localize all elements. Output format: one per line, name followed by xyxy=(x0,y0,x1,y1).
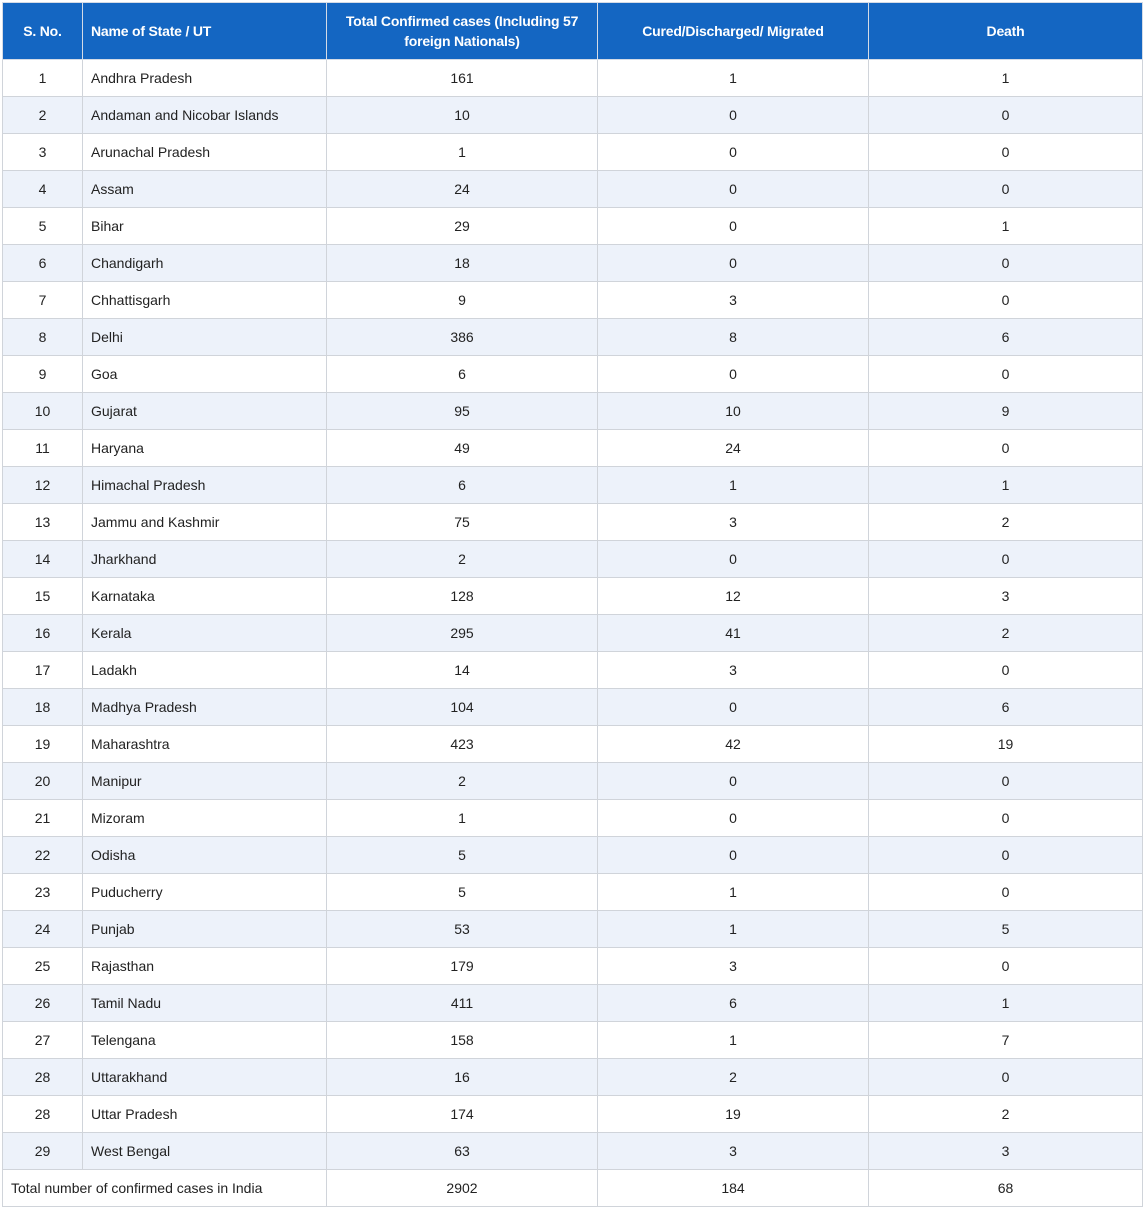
table-row xyxy=(3,504,1143,541)
table-row xyxy=(3,1133,1143,1170)
cell-cured: 2 xyxy=(598,1059,869,1096)
cell-state-name: Bihar xyxy=(83,208,327,245)
cell-cured: 19 xyxy=(598,1096,869,1133)
cell-total-confirmed: 2 xyxy=(327,763,598,800)
covid-state-table xyxy=(2,2,1143,1207)
table-row xyxy=(3,430,1143,467)
cell-death: 0 xyxy=(869,282,1143,319)
cell-total-confirmed: 14 xyxy=(327,652,598,689)
cell-death: 7 xyxy=(869,1022,1143,1059)
cell-cured: 3 xyxy=(598,282,869,319)
cell-death: 0 xyxy=(869,171,1143,208)
cell-cured: 0 xyxy=(598,356,869,393)
cell-death: 1 xyxy=(869,60,1143,97)
header-row xyxy=(3,3,1143,60)
cell-cured: 1 xyxy=(598,1022,869,1059)
cell-sno: 26 xyxy=(3,985,83,1022)
total-cured-value: 184 xyxy=(598,1170,869,1207)
cell-state-name: Odisha xyxy=(83,837,327,874)
cell-cured: 3 xyxy=(598,948,869,985)
table-row xyxy=(3,467,1143,504)
cell-sno: 10 xyxy=(3,393,83,430)
cell-sno: 8 xyxy=(3,319,83,356)
cell-cured: 10 xyxy=(598,393,869,430)
cell-total-confirmed: 386 xyxy=(327,319,598,356)
cell-total-confirmed: 1 xyxy=(327,800,598,837)
cell-state-name: Chhattisgarh xyxy=(83,282,327,319)
cell-total-confirmed: 16 xyxy=(327,1059,598,1096)
cell-state-name: Haryana xyxy=(83,430,327,467)
table-row xyxy=(3,689,1143,726)
cell-state-name: Uttar Pradesh xyxy=(83,1096,327,1133)
cell-sno: 27 xyxy=(3,1022,83,1059)
cell-cured: 8 xyxy=(598,319,869,356)
cell-death: 0 xyxy=(869,837,1143,874)
cell-death: 0 xyxy=(869,652,1143,689)
cell-state-name: Arunachal Pradesh xyxy=(83,134,327,171)
cell-total-confirmed: 29 xyxy=(327,208,598,245)
cell-death: 0 xyxy=(869,134,1143,171)
cell-cured: 3 xyxy=(598,504,869,541)
cell-death: 0 xyxy=(869,800,1143,837)
cell-cured: 0 xyxy=(598,800,869,837)
cell-death: 1 xyxy=(869,208,1143,245)
table-header xyxy=(3,3,1143,60)
header-sno: S. No. xyxy=(3,3,83,60)
cell-death: 0 xyxy=(869,541,1143,578)
cell-cured: 0 xyxy=(598,171,869,208)
table-row xyxy=(3,245,1143,282)
cell-state-name: Telengana xyxy=(83,1022,327,1059)
cell-sno: 3 xyxy=(3,134,83,171)
cell-total-confirmed: 411 xyxy=(327,985,598,1022)
cell-sno: 25 xyxy=(3,948,83,985)
cell-total-confirmed: 5 xyxy=(327,837,598,874)
cell-sno: 9 xyxy=(3,356,83,393)
cell-state-name: Manipur xyxy=(83,763,327,800)
cell-cured: 1 xyxy=(598,467,869,504)
cell-total-confirmed: 104 xyxy=(327,689,598,726)
cell-sno: 1 xyxy=(3,60,83,97)
cell-death: 0 xyxy=(869,97,1143,134)
cell-cured: 0 xyxy=(598,245,869,282)
cell-total-confirmed: 53 xyxy=(327,911,598,948)
cell-sno: 21 xyxy=(3,800,83,837)
cell-death: 0 xyxy=(869,430,1143,467)
cell-total-confirmed: 6 xyxy=(327,356,598,393)
cell-cured: 1 xyxy=(598,874,869,911)
cell-death: 19 xyxy=(869,726,1143,763)
table-row xyxy=(3,319,1143,356)
cell-total-confirmed: 18 xyxy=(327,245,598,282)
cell-state-name: Gujarat xyxy=(83,393,327,430)
table-row xyxy=(3,171,1143,208)
cell-death: 2 xyxy=(869,615,1143,652)
table-row xyxy=(3,97,1143,134)
cell-total-confirmed: 1 xyxy=(327,134,598,171)
table-row xyxy=(3,837,1143,874)
cell-total-confirmed: 295 xyxy=(327,615,598,652)
cell-cured: 6 xyxy=(598,985,869,1022)
total-label: Total number of confirmed cases in India xyxy=(3,1170,327,1207)
cell-total-confirmed: 174 xyxy=(327,1096,598,1133)
cell-cured: 0 xyxy=(598,763,869,800)
cell-death: 1 xyxy=(869,985,1143,1022)
cell-state-name: Himachal Pradesh xyxy=(83,467,327,504)
cell-state-name: Ladakh xyxy=(83,652,327,689)
cell-state-name: Punjab xyxy=(83,911,327,948)
table-row xyxy=(3,541,1143,578)
cell-death: 2 xyxy=(869,504,1143,541)
table-row xyxy=(3,1096,1143,1133)
cell-state-name: Madhya Pradesh xyxy=(83,689,327,726)
cell-cured: 41 xyxy=(598,615,869,652)
cell-total-confirmed: 2 xyxy=(327,541,598,578)
table-row xyxy=(3,208,1143,245)
total-confirmed-value: 2902 xyxy=(327,1170,598,1207)
table-row xyxy=(3,1022,1143,1059)
cell-total-confirmed: 9 xyxy=(327,282,598,319)
cell-sno: 7 xyxy=(3,282,83,319)
cell-total-confirmed: 49 xyxy=(327,430,598,467)
cell-death: 6 xyxy=(869,319,1143,356)
cell-death: 1 xyxy=(869,467,1143,504)
cell-sno: 16 xyxy=(3,615,83,652)
cell-death: 2 xyxy=(869,1096,1143,1133)
table-row xyxy=(3,134,1143,171)
cell-cured: 0 xyxy=(598,837,869,874)
cell-total-confirmed: 10 xyxy=(327,97,598,134)
cell-death: 3 xyxy=(869,578,1143,615)
table-row xyxy=(3,985,1143,1022)
cell-sno: 29 xyxy=(3,1133,83,1170)
cell-total-confirmed: 6 xyxy=(327,467,598,504)
cell-total-confirmed: 158 xyxy=(327,1022,598,1059)
cell-cured: 0 xyxy=(598,208,869,245)
cell-total-confirmed: 24 xyxy=(327,171,598,208)
cell-total-confirmed: 63 xyxy=(327,1133,598,1170)
cell-sno: 12 xyxy=(3,467,83,504)
cell-sno: 23 xyxy=(3,874,83,911)
cell-total-confirmed: 161 xyxy=(327,60,598,97)
cell-cured: 0 xyxy=(598,689,869,726)
table-row xyxy=(3,948,1143,985)
cell-state-name: Jharkhand xyxy=(83,541,327,578)
cell-sno: 19 xyxy=(3,726,83,763)
cell-state-name: Goa xyxy=(83,356,327,393)
cell-total-confirmed: 179 xyxy=(327,948,598,985)
table-row xyxy=(3,393,1143,430)
cell-sno: 15 xyxy=(3,578,83,615)
cell-state-name: Maharashtra xyxy=(83,726,327,763)
cell-total-confirmed: 423 xyxy=(327,726,598,763)
cell-state-name: Andhra Pradesh xyxy=(83,60,327,97)
cell-cured: 3 xyxy=(598,652,869,689)
table-body xyxy=(3,60,1143,1170)
table-row xyxy=(3,726,1143,763)
cell-cured: 1 xyxy=(598,60,869,97)
cell-sno: 6 xyxy=(3,245,83,282)
cell-cured: 0 xyxy=(598,541,869,578)
cell-state-name: Uttarakhand xyxy=(83,1059,327,1096)
header-death: Death xyxy=(869,3,1143,60)
header-cured: Cured/Discharged/ Migrated xyxy=(598,3,869,60)
table-row xyxy=(3,615,1143,652)
cell-cured: 0 xyxy=(598,134,869,171)
cell-sno: 18 xyxy=(3,689,83,726)
cell-death: 0 xyxy=(869,948,1143,985)
header-state-name: Name of State / UT xyxy=(83,3,327,60)
cell-death: 0 xyxy=(869,245,1143,282)
table-row xyxy=(3,1059,1143,1096)
cell-total-confirmed: 75 xyxy=(327,504,598,541)
covid-state-table-container xyxy=(2,2,1142,1207)
cell-total-confirmed: 95 xyxy=(327,393,598,430)
cell-sno: 17 xyxy=(3,652,83,689)
cell-state-name: Karnataka xyxy=(83,578,327,615)
cell-state-name: West Bengal xyxy=(83,1133,327,1170)
cell-sno: 11 xyxy=(3,430,83,467)
cell-sno: 14 xyxy=(3,541,83,578)
table-row xyxy=(3,800,1143,837)
cell-sno: 22 xyxy=(3,837,83,874)
cell-state-name: Jammu and Kashmir xyxy=(83,504,327,541)
cell-total-confirmed: 5 xyxy=(327,874,598,911)
cell-sno: 24 xyxy=(3,911,83,948)
cell-death: 0 xyxy=(869,356,1143,393)
cell-cured: 24 xyxy=(598,430,869,467)
cell-sno: 4 xyxy=(3,171,83,208)
cell-state-name: Assam xyxy=(83,171,327,208)
table-row xyxy=(3,874,1143,911)
cell-death: 0 xyxy=(869,763,1143,800)
cell-sno: 28 xyxy=(3,1059,83,1096)
cell-state-name: Rajasthan xyxy=(83,948,327,985)
cell-sno: 20 xyxy=(3,763,83,800)
total-row xyxy=(3,1170,1143,1207)
cell-sno: 2 xyxy=(3,97,83,134)
total-death-value: 68 xyxy=(869,1170,1143,1207)
cell-cured: 12 xyxy=(598,578,869,615)
cell-cured: 42 xyxy=(598,726,869,763)
cell-total-confirmed: 128 xyxy=(327,578,598,615)
table-row xyxy=(3,356,1143,393)
table-row xyxy=(3,652,1143,689)
cell-death: 9 xyxy=(869,393,1143,430)
header-total-confirmed: Total Confirmed cases (Including 57 foreign Nationals) xyxy=(327,3,598,60)
cell-cured: 0 xyxy=(598,97,869,134)
cell-death: 0 xyxy=(869,1059,1143,1096)
table-row xyxy=(3,911,1143,948)
cell-death: 0 xyxy=(869,874,1143,911)
cell-state-name: Puducherry xyxy=(83,874,327,911)
cell-cured: 1 xyxy=(598,911,869,948)
table-row xyxy=(3,763,1143,800)
cell-sno: 13 xyxy=(3,504,83,541)
cell-death: 6 xyxy=(869,689,1143,726)
cell-state-name: Mizoram xyxy=(83,800,327,837)
cell-sno: 5 xyxy=(3,208,83,245)
cell-state-name: Kerala xyxy=(83,615,327,652)
cell-state-name: Chandigarh xyxy=(83,245,327,282)
cell-death: 5 xyxy=(869,911,1143,948)
cell-cured: 3 xyxy=(598,1133,869,1170)
cell-death: 3 xyxy=(869,1133,1143,1170)
table-row xyxy=(3,578,1143,615)
table-footer xyxy=(3,1170,1143,1207)
cell-sno: 28 xyxy=(3,1096,83,1133)
table-row xyxy=(3,282,1143,319)
table-row xyxy=(3,60,1143,97)
cell-state-name: Delhi xyxy=(83,319,327,356)
cell-state-name: Andaman and Nicobar Islands xyxy=(83,97,327,134)
cell-state-name: Tamil Nadu xyxy=(83,985,327,1022)
